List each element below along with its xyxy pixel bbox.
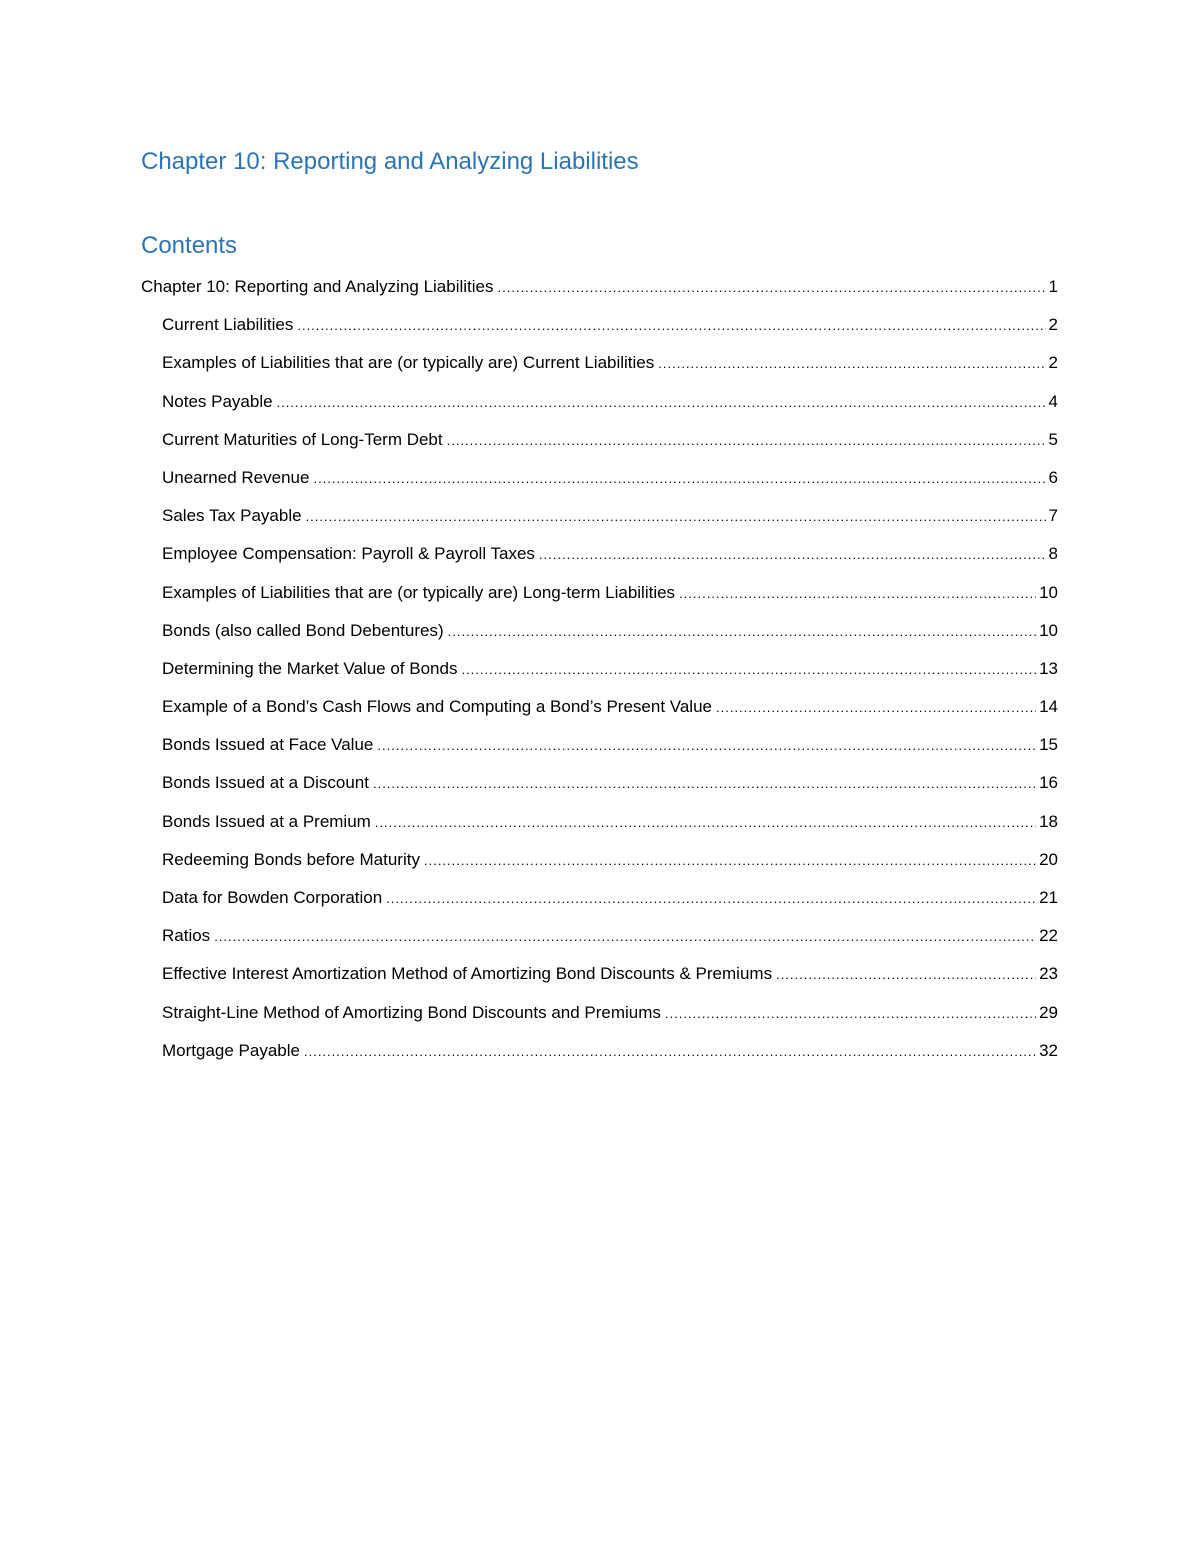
- toc-entry-page-number[interactable]: 32: [1039, 1040, 1058, 1060]
- toc-dot-leader: [304, 1039, 1036, 1065]
- toc-entry-title[interactable]: Notes Payable: [162, 391, 273, 411]
- toc-entry[interactable]: [141, 541, 1058, 579]
- toc-entry[interactable]: [141, 656, 1058, 694]
- toc-dot-leader: [306, 504, 1046, 530]
- toc-entry-page-number[interactable]: 6: [1048, 467, 1058, 487]
- toc-entry[interactable]: [141, 694, 1058, 732]
- toc-entry-page-number[interactable]: 7: [1048, 506, 1058, 526]
- toc-entry[interactable]: [141, 732, 1058, 770]
- toc-dot-leader: [424, 848, 1036, 874]
- toc-dot-leader: [386, 886, 1036, 912]
- toc-entry-title[interactable]: Bonds Issued at a Premium: [162, 811, 371, 831]
- toc-entry-title[interactable]: Ratios: [162, 926, 211, 946]
- table-of-contents: [141, 274, 1058, 1076]
- toc-dot-leader: [461, 657, 1036, 683]
- toc-dot-leader: [375, 810, 1036, 836]
- toc-entry[interactable]: [141, 465, 1058, 503]
- toc-entry-title[interactable]: Unearned Revenue: [162, 467, 310, 487]
- toc-entry[interactable]: [141, 389, 1058, 427]
- toc-entry-page-number[interactable]: 1: [1048, 277, 1058, 296]
- toc-entry-page-number[interactable]: 18: [1039, 811, 1058, 831]
- toc-dot-leader: [679, 581, 1036, 607]
- toc-entry-page-number[interactable]: 4: [1048, 391, 1058, 411]
- toc-entry-page-number[interactable]: 10: [1039, 582, 1058, 602]
- toc-entry-page-number[interactable]: 10: [1039, 620, 1058, 640]
- toc-entry-page-number[interactable]: 2: [1048, 315, 1058, 335]
- toc-entry-page-number[interactable]: 20: [1039, 849, 1058, 869]
- toc-entry-title[interactable]: Effective Interest Amortization Method of Amortizing Bond Discounts & Premiums: [162, 964, 773, 984]
- toc-entry[interactable]: [141, 1000, 1058, 1038]
- toc-entry-title[interactable]: Current Maturities of Long-Term Debt: [162, 429, 443, 449]
- toc-dot-leader: [776, 962, 1036, 988]
- toc-entry-page-number[interactable]: 14: [1039, 697, 1058, 717]
- toc-entry-title[interactable]: Examples of Liabilities that are (or typically are) Long-term Liabilities: [162, 582, 676, 602]
- toc-entry[interactable]: [141, 427, 1058, 465]
- toc-dot-leader: [447, 428, 1046, 454]
- toc-entry[interactable]: [141, 580, 1058, 618]
- toc-entry[interactable]: [141, 503, 1058, 541]
- toc-entry-title[interactable]: Current Liabilities: [162, 315, 294, 335]
- toc-entry-title[interactable]: Example of a Bond’s Cash Flows and Computing a Bond’s Present Value: [162, 697, 712, 717]
- toc-entry-title[interactable]: Bonds (also called Bond Debentures): [162, 620, 444, 640]
- toc-dot-leader: [313, 466, 1045, 492]
- toc-entry[interactable]: [141, 809, 1058, 847]
- toc-entry-title[interactable]: Bonds Issued at a Discount: [162, 773, 369, 793]
- toc-entry-page-number[interactable]: 23: [1039, 964, 1058, 984]
- toc-entry-title[interactable]: Bonds Issued at Face Value: [162, 735, 374, 755]
- toc-dot-leader: [539, 542, 1046, 568]
- toc-entry-title[interactable]: Redeeming Bonds before Maturity: [162, 849, 420, 869]
- toc-dot-leader: [498, 275, 1046, 301]
- chapter-title: Chapter 10: Reporting and Analyzing Liabilities: [141, 148, 639, 175]
- toc-dot-leader: [214, 924, 1036, 950]
- toc-entry[interactable]: [141, 350, 1058, 388]
- toc-entry-page-number[interactable]: 15: [1039, 735, 1058, 755]
- toc-entry[interactable]: [141, 847, 1058, 885]
- toc-entry-title[interactable]: Data for Bowden Corporation: [162, 888, 383, 907]
- toc-entry-page-number[interactable]: 8: [1048, 544, 1058, 564]
- toc-entry-page-number[interactable]: 29: [1039, 1002, 1058, 1022]
- toc-dot-leader: [373, 771, 1036, 797]
- toc-dot-leader: [297, 313, 1045, 339]
- toc-entry-page-number[interactable]: 22: [1039, 926, 1058, 946]
- toc-entry[interactable]: [141, 312, 1058, 350]
- toc-entry[interactable]: [141, 274, 1058, 312]
- toc-entry[interactable]: [141, 923, 1058, 961]
- toc-entry-page-number[interactable]: 13: [1039, 658, 1058, 678]
- toc-entry-title[interactable]: Determining the Market Value of Bonds: [162, 658, 458, 678]
- toc-entry-title[interactable]: Mortgage Payable: [162, 1040, 300, 1060]
- toc-entry-page-number[interactable]: 5: [1048, 429, 1058, 449]
- toc-entry[interactable]: [141, 1038, 1058, 1076]
- contents-title: Contents: [141, 232, 238, 259]
- toc-entry-title[interactable]: Chapter 10: Reporting and Analyzing Liabilities: [141, 277, 494, 296]
- toc-entry-title[interactable]: Examples of Liabilities that are (or typically are) Current Liabilities: [162, 353, 655, 373]
- toc-dot-leader: [665, 1001, 1036, 1027]
- toc-dot-leader: [377, 733, 1036, 759]
- toc-entry-title[interactable]: Employee Compensation: Payroll & Payroll Taxes: [162, 544, 535, 564]
- toc-entry-page-number[interactable]: 21: [1039, 888, 1058, 907]
- toc-entry-title[interactable]: Straight-Line Method of Amortizing Bond Discounts and Premiums: [162, 1002, 661, 1022]
- toc-entry-page-number[interactable]: 16: [1039, 773, 1058, 793]
- toc-dot-leader: [448, 619, 1036, 645]
- toc-entry-page-number[interactable]: 2: [1048, 353, 1058, 373]
- toc-entry[interactable]: [141, 618, 1058, 656]
- toc-entry[interactable]: [141, 770, 1058, 808]
- toc-entry[interactable]: [141, 885, 1058, 923]
- toc-dot-leader: [716, 695, 1036, 721]
- toc-dot-leader: [658, 351, 1045, 377]
- toc-entry-title[interactable]: Sales Tax Payable: [162, 506, 302, 526]
- toc-dot-leader: [277, 390, 1046, 416]
- toc-entry[interactable]: [141, 961, 1058, 999]
